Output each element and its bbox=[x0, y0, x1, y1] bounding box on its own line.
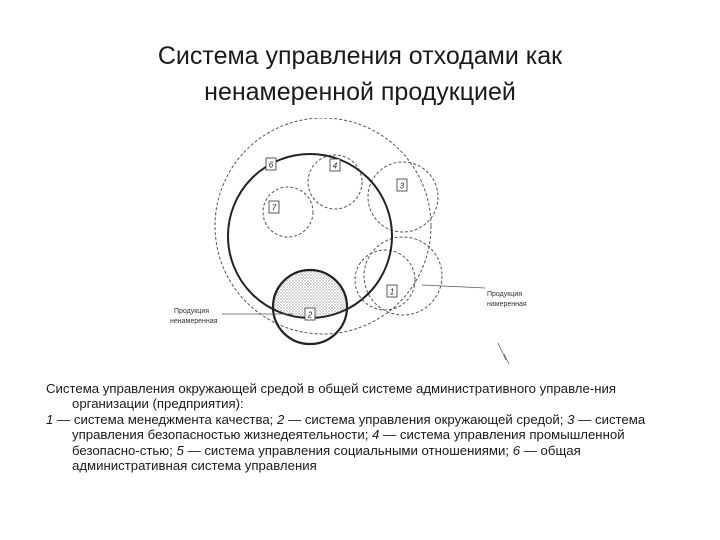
label-unintended-line-1: Продукция bbox=[174, 308, 210, 315]
caption-num-2: 2 bbox=[276, 411, 285, 427]
svg-text:4: 4 bbox=[332, 161, 338, 171]
circle-1-quality-management bbox=[355, 250, 415, 310]
caption-num-6: 6 bbox=[512, 442, 521, 458]
caption-item-4: — система управления промышленной безопасно-стью; bbox=[72, 427, 625, 458]
caption-item-6: — общая административная система управления bbox=[72, 442, 581, 474]
caption-legend bbox=[46, 412, 686, 474]
svg-text:7: 7 bbox=[271, 203, 277, 213]
number-box-1 bbox=[387, 285, 397, 297]
circle-5-social-relations bbox=[364, 237, 442, 315]
number-box-6 bbox=[266, 158, 276, 170]
svg-text:3: 3 bbox=[399, 181, 405, 191]
number-box-3 bbox=[397, 179, 407, 191]
number-box-4 bbox=[330, 159, 340, 171]
caption-item-1: — система менеджмента качества; bbox=[53, 411, 277, 427]
figure-caption bbox=[46, 381, 686, 473]
caption-item-3: — система управления безопасностью жизнедеятельности; bbox=[72, 411, 646, 443]
circle-3-life-safety bbox=[368, 162, 438, 232]
caption-num-5: 5 bbox=[176, 442, 184, 458]
caption-num-4: 4 bbox=[372, 427, 380, 443]
scan-mark bbox=[498, 343, 509, 364]
caption-num-1: 1 bbox=[46, 411, 54, 427]
caption-num-3: 3 bbox=[567, 411, 575, 427]
svg-text:2: 2 bbox=[307, 310, 313, 320]
number-box-2 bbox=[305, 308, 315, 320]
title-line-2: ненамеренной продукцией bbox=[204, 78, 516, 106]
caption-item-5: — система управления социальными отношениями; bbox=[183, 442, 513, 458]
caption-intro: Система управления окружающей средой в общей системе административного управле-ния организации (предприятия): bbox=[46, 381, 616, 412]
svg-text:1: 1 bbox=[389, 287, 395, 297]
slide-title bbox=[0, 38, 720, 110]
label-intended-line-2: намеренная bbox=[487, 301, 527, 308]
svg-text:6: 6 bbox=[268, 160, 274, 170]
leader-line-intended bbox=[422, 285, 485, 288]
number-box-7 bbox=[269, 201, 279, 213]
management-systems-diagram bbox=[160, 118, 530, 373]
label-intended-line-1: Продукция bbox=[487, 291, 523, 298]
caption-item-2: — система управления окружающей средой; bbox=[284, 411, 568, 427]
title-line-1: Система управления отходами как bbox=[157, 42, 563, 70]
label-unintended-line-2: ненамеренная bbox=[170, 318, 218, 325]
